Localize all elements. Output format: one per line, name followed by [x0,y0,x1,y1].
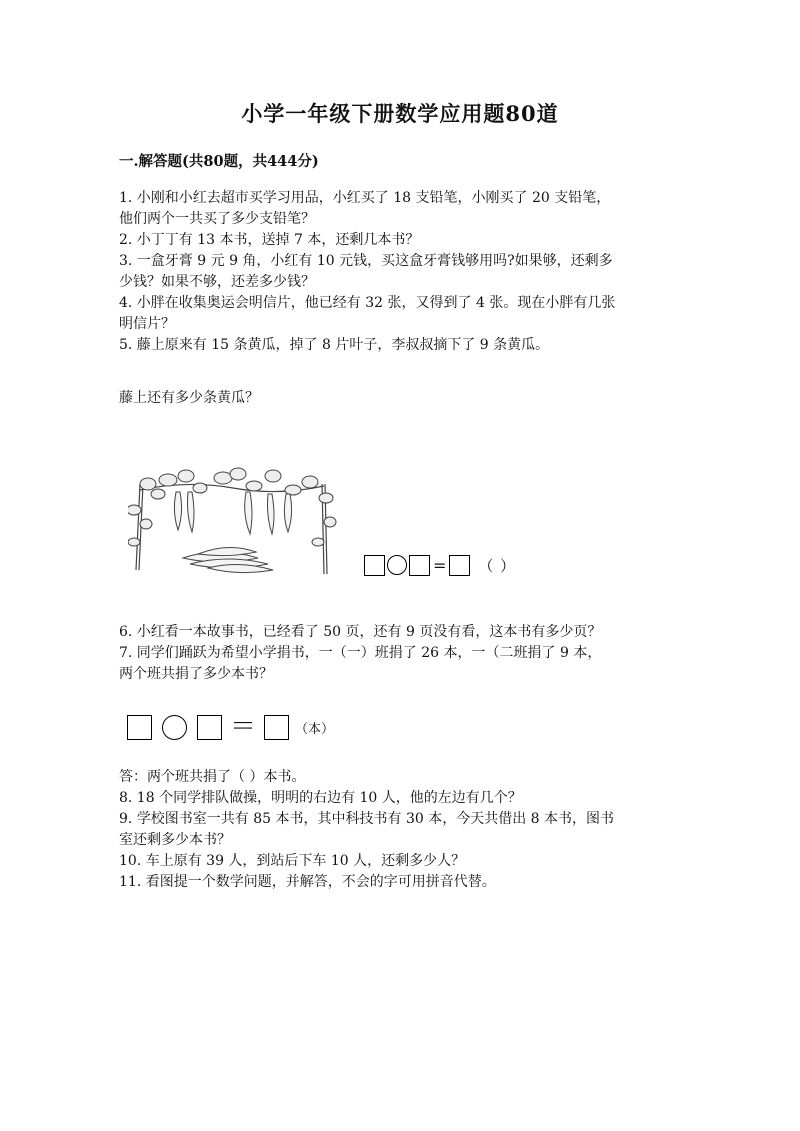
question-7-line-1: 7. 同学们踊跃为希望小学捐书，一（一）班捐了 26 本，一（二班捐了 9 本， [119,645,602,661]
answer-box[interactable] [409,555,430,576]
question-8: 8. 18 个同学排队做操，明明的右边有 10 人，他的左边有几个？ [119,790,522,806]
question-3-line-2: 少钱？如果不够，还差多少钱？ [119,274,315,290]
section-title: 一.解答题(共80题，共444分) [119,153,319,170]
question-4-line-1: 4. 小胖在收集奥运会明信片，他已经有 32 张，又得到了 4 张。现在小胖有几张 [119,295,616,311]
unit-label: （本） [295,721,335,737]
answer-box[interactable] [127,715,152,740]
question-1-line-1: 1. 小刚和小红去超市买学习用品，小红买了 18 支铅笔，小刚买了 20 支铅笔， [119,190,611,206]
question-7-line-2: 两个班共捐了多少本书？ [119,666,273,682]
answer-box[interactable] [364,555,385,576]
question-3-line-1: 3. 一盒牙膏 9 元 9 角，小红有 10 元钱，买这盒牙膏钱够用吗?如果够，还剩多 [119,253,613,269]
question-1-line-2: 他们两个一共买了多少支铅笔？ [119,211,315,227]
result-box[interactable] [264,715,289,740]
result-box[interactable] [449,555,470,576]
question-9-line-1: 9. 学校图书室一共有 85 本书，其中科技书有 30 本，今天共借出 8 本书，图书 [119,811,615,827]
cucumber-vine-illustration [128,462,338,580]
unit-parentheses: （ ） [478,556,517,575]
equation-template-1 [364,553,516,577]
question-4-line-2: 明信片？ [119,316,175,332]
answer-box[interactable] [197,715,222,740]
page-title: 小学一年级下册数学应用题80道 [241,101,559,126]
question-7-answer: 答：两个班共捐了（ ）本书。 [119,769,306,785]
question-11: 11. 看图提一个数学问题，并解答，不会的字可用拼音代替。 [119,874,496,890]
operator-circle[interactable] [162,715,187,740]
operator-circle[interactable] [387,555,407,575]
equals-sign: ＝ [230,712,257,742]
equals-sign: = [433,555,447,575]
equation-template-2 [127,712,334,742]
question-5: 5. 藤上原来有 15 条黄瓜，掉了 8 片叶子，李叔叔摘下了 9 条黄瓜。 [119,337,550,353]
question-10: 10. 车上原有 39 人，到站后下车 10 人，还剩多少人？ [119,853,466,869]
question-5-ask: 藤上还有多少条黄瓜？ [119,390,259,406]
question-6: 6. 小红看一本故事书，已经看了 50 页，还有 9 页没有看，这本书有多少页？ [119,624,602,640]
question-2: 2. 小丁丁有 13 本书，送掉 7 本，还剩几本书？ [119,232,420,248]
question-9-line-2: 室还剩多少本书？ [119,832,231,848]
